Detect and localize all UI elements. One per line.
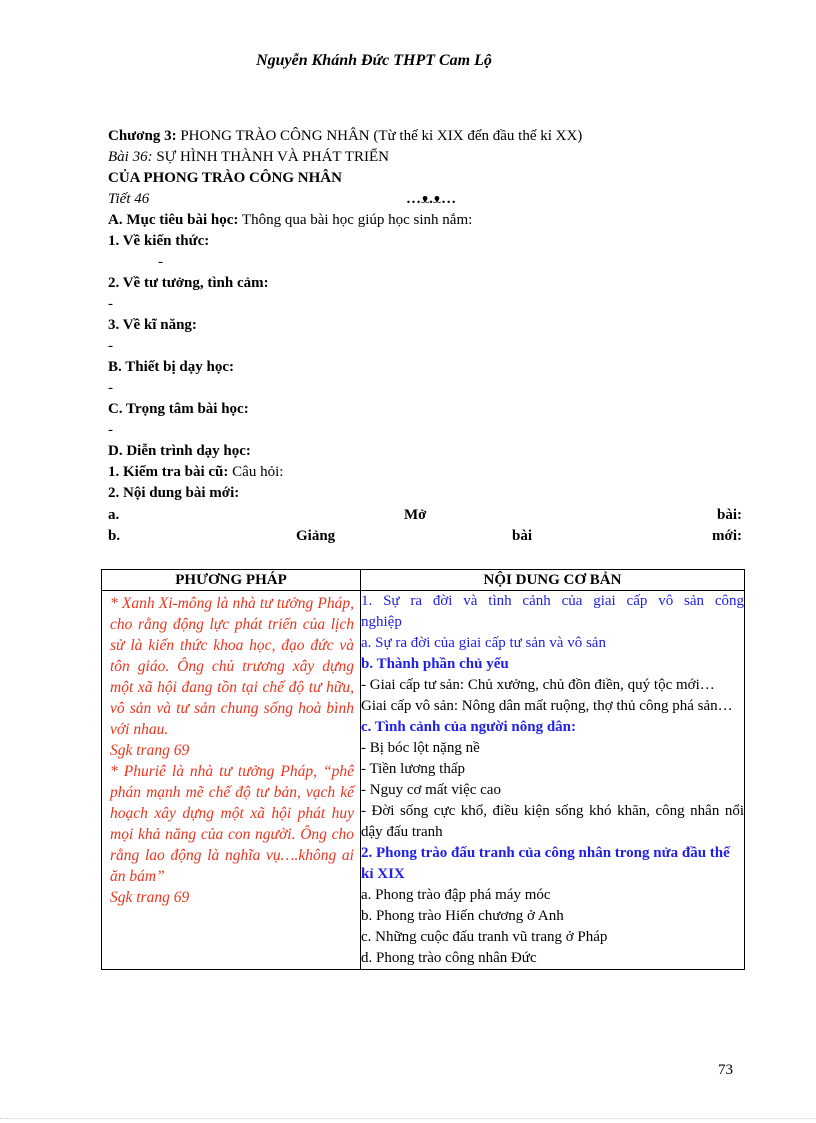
lesson-title-line1: SỰ HÌNH THÀNH VÀ PHÁT TRIỂN: [156, 149, 389, 165]
skills-heading: 3. Về kĩ năng:: [108, 317, 197, 333]
procedure-heading: D. Diễn trình dạy học:: [108, 443, 251, 459]
content-cell: [361, 591, 745, 970]
teaching-marker: b.: [108, 528, 121, 544]
equipment-dash: -: [108, 380, 113, 396]
method-paragraph-fourier: * Phuriê là nhà tư tưởng Pháp, “phê phán mạnh mẽ chế độ tư bản, vạch kế hoạch xây dựng một xã hội phát huy mọi khả năng của con người. Ông cho rằng lao động là nghĩa vụ….không ai ăn bám”: [110, 763, 354, 885]
content-condition-item: - Nguy cơ mất việc cao: [361, 782, 501, 798]
focus-dash: -: [108, 422, 113, 438]
objectives-label: A. Mục tiêu bài học:: [108, 212, 239, 228]
method-cell: [102, 591, 361, 970]
equipment-heading: B. Thiết bị dạy học:: [108, 359, 234, 375]
page-number: 73: [718, 1062, 733, 1078]
review-text: Câu hỏi:: [228, 464, 284, 480]
objectives-text: Thông qua bài học giúp học sinh nắm:: [238, 212, 473, 228]
table-body-row: [102, 591, 745, 970]
chapter-heading: [108, 126, 582, 146]
knowledge-heading: 1. Về kiến thức:: [108, 233, 210, 249]
knowledge-dash: -: [158, 254, 163, 270]
date-placeholder: …ᴥ.ᴥ…: [406, 191, 457, 207]
lesson-table: [101, 569, 745, 970]
document-header: Nguyễn Khánh Đức THPT Cam Lộ: [256, 52, 492, 69]
objectives-heading: [108, 210, 472, 230]
header-content: NỘI DUNG CƠ BẢN: [361, 570, 745, 591]
new-content-heading: 2. Nội dung bài mới:: [108, 485, 240, 501]
teaching-word1: Giảng: [296, 528, 336, 544]
intro-end: bài:: [716, 507, 742, 523]
table-header-row: [102, 570, 745, 591]
lesson-heading: [108, 147, 389, 167]
method-paragraph-saint-simon: * Xanh Xi-mông là nhà tư tưởng Pháp, cho rằng động lực phát triển của lịch sử là kiến thức khoa học, đạo đức và tôn giáo. Ông chủ trương xây dựng một xã hội đang tồn tại chế độ tư hữu, vô sản và tư sản chung sống hoà bình với nhau.: [110, 595, 354, 738]
content-subheading-a: a. Sự ra đời của giai cấp tư sản và vô sản: [361, 635, 606, 651]
content-movement-item: d. Phong trào công nhân Đức: [361, 950, 537, 966]
content-proletariat: Giai cấp vô sản: Nông dân mất ruộng, thợ thủ công phá sản…: [361, 698, 733, 714]
intro-marker: a.: [108, 507, 120, 523]
content-condition-item: - Đời sống cực khổ, điều kiện sống khó khăn, công nhân nổi dậy đấu tranh: [361, 803, 744, 840]
content-condition-item: - Bị bóc lột nặng nề: [361, 740, 480, 756]
content-heading-1: 1. Sự ra đời và tình cảnh của giai cấp vô sản công nghiệp: [361, 593, 744, 630]
teaching-end: mới:: [712, 528, 742, 544]
attitude-dash: -: [108, 296, 113, 312]
content-subheading-b: b. Thành phần chủ yếu: [361, 656, 509, 672]
page-bottom-divider: [0, 1118, 816, 1119]
chapter-title: PHONG TRÀO CÔNG NHÂN (Từ thế kỉ XIX đến đầu thế kỉ XX): [180, 128, 583, 144]
review-heading: [108, 462, 283, 482]
review-label: 1. Kiểm tra bài cũ:: [108, 464, 229, 480]
header-method: PHƯƠNG PHÁP: [102, 570, 361, 591]
intro-word: Mở: [404, 507, 427, 523]
content-movement-item: b. Phong trào Hiến chương ở Anh: [361, 908, 564, 924]
method-text: [102, 591, 360, 908]
content-movement-item: a. Phong trào đập phá máy móc: [361, 887, 551, 903]
lesson-prefix: Bài 36:: [108, 149, 157, 165]
attitude-heading: 2. Về tư tưởng, tình cảm:: [108, 275, 269, 291]
content-heading-2: 2. Phong trào đấu tranh của công nhân trong nửa đầu thế kỉ XIX: [361, 845, 730, 882]
content-condition-item: - Tiền lương thấp: [361, 761, 465, 777]
period-label: Tiết 46: [108, 191, 150, 207]
content-movement-item: c. Những cuộc đấu tranh vũ trang ở Pháp: [361, 929, 608, 945]
content-subheading-c: c. Tình cảnh của người nông dân:: [361, 719, 577, 735]
chapter-prefix: Chương 3:: [108, 128, 181, 144]
lesson-title-line2: CỦA PHONG TRÀO CÔNG NHÂN: [108, 170, 342, 186]
method-reference: Sgk trang 69: [110, 889, 190, 906]
content-bourgeoisie: - Giai cấp tư sản: Chủ xưởng, chủ đồn điền, quý tộc mới…: [361, 677, 715, 693]
skills-dash: -: [108, 338, 113, 354]
method-reference: Sgk trang 69: [110, 742, 190, 759]
teaching-word2: bài: [512, 528, 533, 544]
focus-heading: C. Trọng tâm bài học:: [108, 401, 249, 417]
